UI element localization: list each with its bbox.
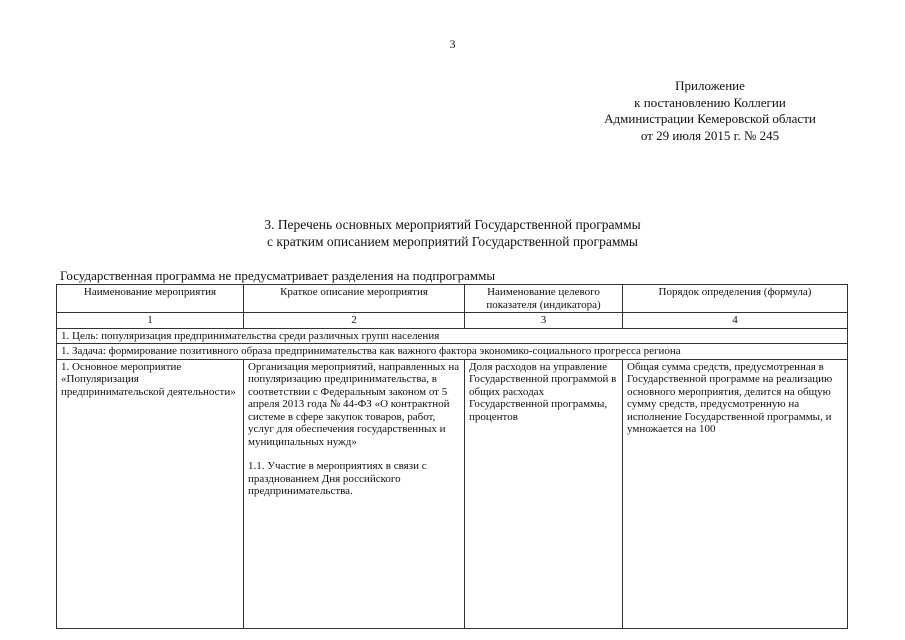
- table-header-row: [57, 285, 848, 313]
- column-header: Наименование целевого показателя (индикатора): [465, 285, 623, 313]
- page-number: 3: [449, 37, 456, 51]
- column-number: 1: [57, 313, 244, 329]
- column-header: Наименование мероприятия: [57, 285, 244, 313]
- section-title: [0, 216, 905, 250]
- appendix-line: Приложение: [675, 78, 745, 93]
- indicator-cell: Доля расходов на управление Государственной программой в общих расходах Государственной программы, процентов: [465, 359, 623, 628]
- description-paragraph: Организация мероприятий, направленных на популяризацию предпринимательства, в соответствии с Федеральным законом от 5 апреля 2013 года № 44-ФЗ «О контрактной системе в сфере закупок товаров, работ, услуг для обеспечения государственных и муниципальных нужд»: [248, 360, 460, 448]
- appendix-line: от 29 июля 2015 г. № 245: [640, 127, 780, 143]
- task-row: [57, 344, 848, 360]
- subprogram-note: Государственная программа не предусматривает разделения на подпрограммы: [60, 268, 496, 283]
- column-number-row: [57, 313, 848, 329]
- appendix-line: Администрации Кемеровской области: [604, 111, 816, 126]
- measures-table: [56, 284, 848, 629]
- description-paragraph: 1.1. Участие в мероприятиях в связи с празднованием Дня российского предпринимательства.: [248, 460, 427, 497]
- appendix-line: к постановлению Коллегии: [634, 94, 786, 110]
- appendix-block: [560, 78, 860, 144]
- table-row: [57, 359, 848, 628]
- column-number: 2: [244, 313, 465, 329]
- goal-row: [57, 328, 848, 344]
- section-title-line: 3. Перечень основных мероприятий Государственной программы: [264, 217, 641, 232]
- measure-description-cell: [244, 359, 465, 628]
- goal-text: 1. Цель: популяризация предпринимательства среди различных групп населения: [57, 328, 848, 344]
- column-header: Порядок определения (формула): [623, 285, 848, 313]
- column-number: 3: [465, 313, 623, 329]
- section-title-line: с кратким описанием мероприятий Государственной программы: [267, 234, 638, 249]
- column-number: 4: [623, 313, 848, 329]
- column-header: Краткое описание мероприятия: [244, 285, 465, 313]
- task-text: 1. Задача: формирование позитивного образа предпринимательства как важного фактора экономико-социального прогресса региона: [57, 344, 848, 360]
- measure-name-cell: 1. Основное мероприятие «Популяризация предпринимательской деятельности»: [57, 359, 244, 628]
- formula-cell: Общая сумма средств, предусмотренная в Государственной программе на реализацию основного мероприятия, делится на общую сумму средств, предусмотренную на исполнение Государственной программы, и умножается на 100: [623, 359, 848, 628]
